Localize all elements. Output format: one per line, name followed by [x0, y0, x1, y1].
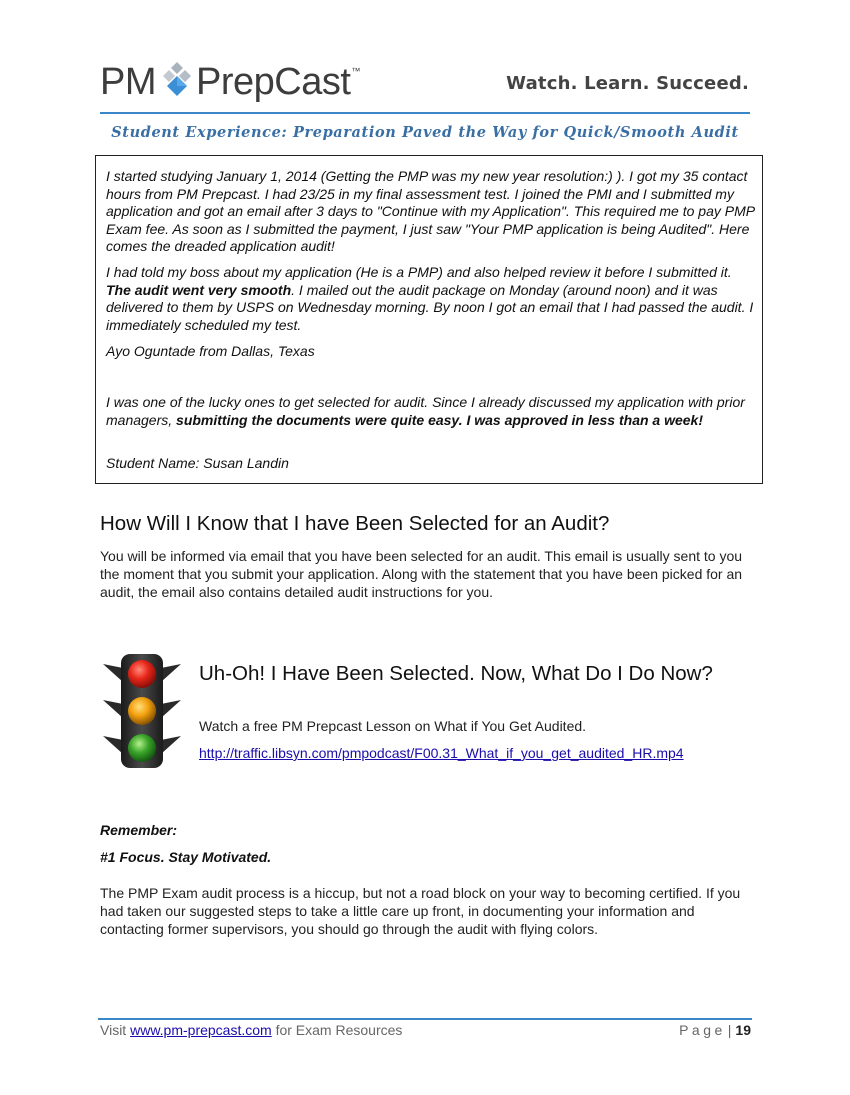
footer-divider [98, 1018, 752, 1020]
page-separator: | [727, 1022, 732, 1038]
logo-pm-text: PM [100, 60, 156, 103]
audit-section-paragraph: You will be informed via email that you have been selected for an audit. This email is usually sent to you the moment that you submit your application. Along with the statement that you have been picked for an audit, the email also contains detailed audit instructions for you. [100, 548, 743, 600]
audit-section-heading: How Will I Know that I have Been Selected for an Audit? [100, 512, 610, 535]
testimonial-author-1: Ayo Oguntade from Dallas, Texas [106, 343, 315, 359]
logo-trademark: ™ [351, 66, 361, 76]
selected-section-heading: Uh-Oh! I Have Been Selected. Now, What Do I Do Now? [199, 662, 713, 685]
testimonial-box [95, 155, 763, 484]
page-subtitle: Student Experience: Preparation Paved the Way for Quick/Smooth Audit [111, 124, 739, 141]
focus-motto: #1 Focus. Stay Motivated. [100, 849, 272, 865]
testimonial-paragraph-1: I started studying January 1, 2014 (Getting the PMP was my new year resolution:) ). I got my 35 contact hours from PM Prepcast. I had 23/25 in my final assessment test. I joined the PMI and I submitted my application and got an email after 3 days to "Continue with my Application". This required me to pay PMP Exam fee. As soon as I submitted the payment, I just saw "Your PMP application is being Audited". Here comes the dreaded application audit! [106, 168, 755, 254]
testimonial-p2-end: . I mailed out the audit package on Monday (around noon) and it was delivered to them by USPS on Wednesday morning. By noon I got an email that I had passed the audit. I immediately scheduled my test. [106, 281, 754, 333]
testimonial-p2-bold: The audit went very smooth [106, 281, 292, 298]
footer-site-link[interactable]: www.pm-prepcast.com [130, 1022, 272, 1038]
footer-visit-prefix: Visit [100, 1022, 131, 1038]
pm-prepcast-logo [100, 58, 360, 106]
testimonial-paragraph-2 [106, 264, 756, 334]
testimonial-author-2: Student Name: Susan Landin [106, 455, 289, 471]
closing-paragraph: The PMP Exam audit process is a hiccup, but not a road block on your way to becoming certified. If you had taken our suggested steps to take a little care up front, in documenting your information and contacting former supervisors, you should go through the audit with flying colors. [100, 885, 741, 937]
footer-visit-text [100, 1022, 402, 1038]
testimonial-p2-start: I had told my boss about my application (He is a PMP) and also helped review it before I submitted it. [106, 264, 732, 280]
remember-label: Remember: [100, 822, 178, 838]
testimonial-paragraph-3 [106, 394, 756, 429]
page-label: Page [679, 1022, 726, 1038]
header-divider [100, 112, 750, 114]
logo-diamond-icon [162, 60, 192, 104]
testimonial-p3-bold: submitting the documents were quite easy. I was approved in less than a week! [176, 411, 704, 428]
testimonial-p3-start: I was one of the lucky ones to get selected for audit. Since I already discussed my application with prior managers, [106, 394, 745, 428]
page-number: 19 [735, 1022, 751, 1038]
footer-page-info [679, 1022, 751, 1038]
audit-lesson-video-link[interactable]: http://traffic.libsyn.com/pmpodcast/F00.31_What_if_you_get_audited_HR.mp4 [199, 745, 684, 761]
logo-prepcast-text: PrepCast [196, 60, 351, 103]
watch-lesson-text: Watch a free PM Prepcast Lesson on What if You Get Audited. [199, 718, 587, 734]
tagline: Watch. Learn. Succeed. [506, 73, 749, 94]
footer-visit-suffix: for Exam Resources [271, 1022, 403, 1038]
traffic-light-icon [99, 652, 185, 770]
